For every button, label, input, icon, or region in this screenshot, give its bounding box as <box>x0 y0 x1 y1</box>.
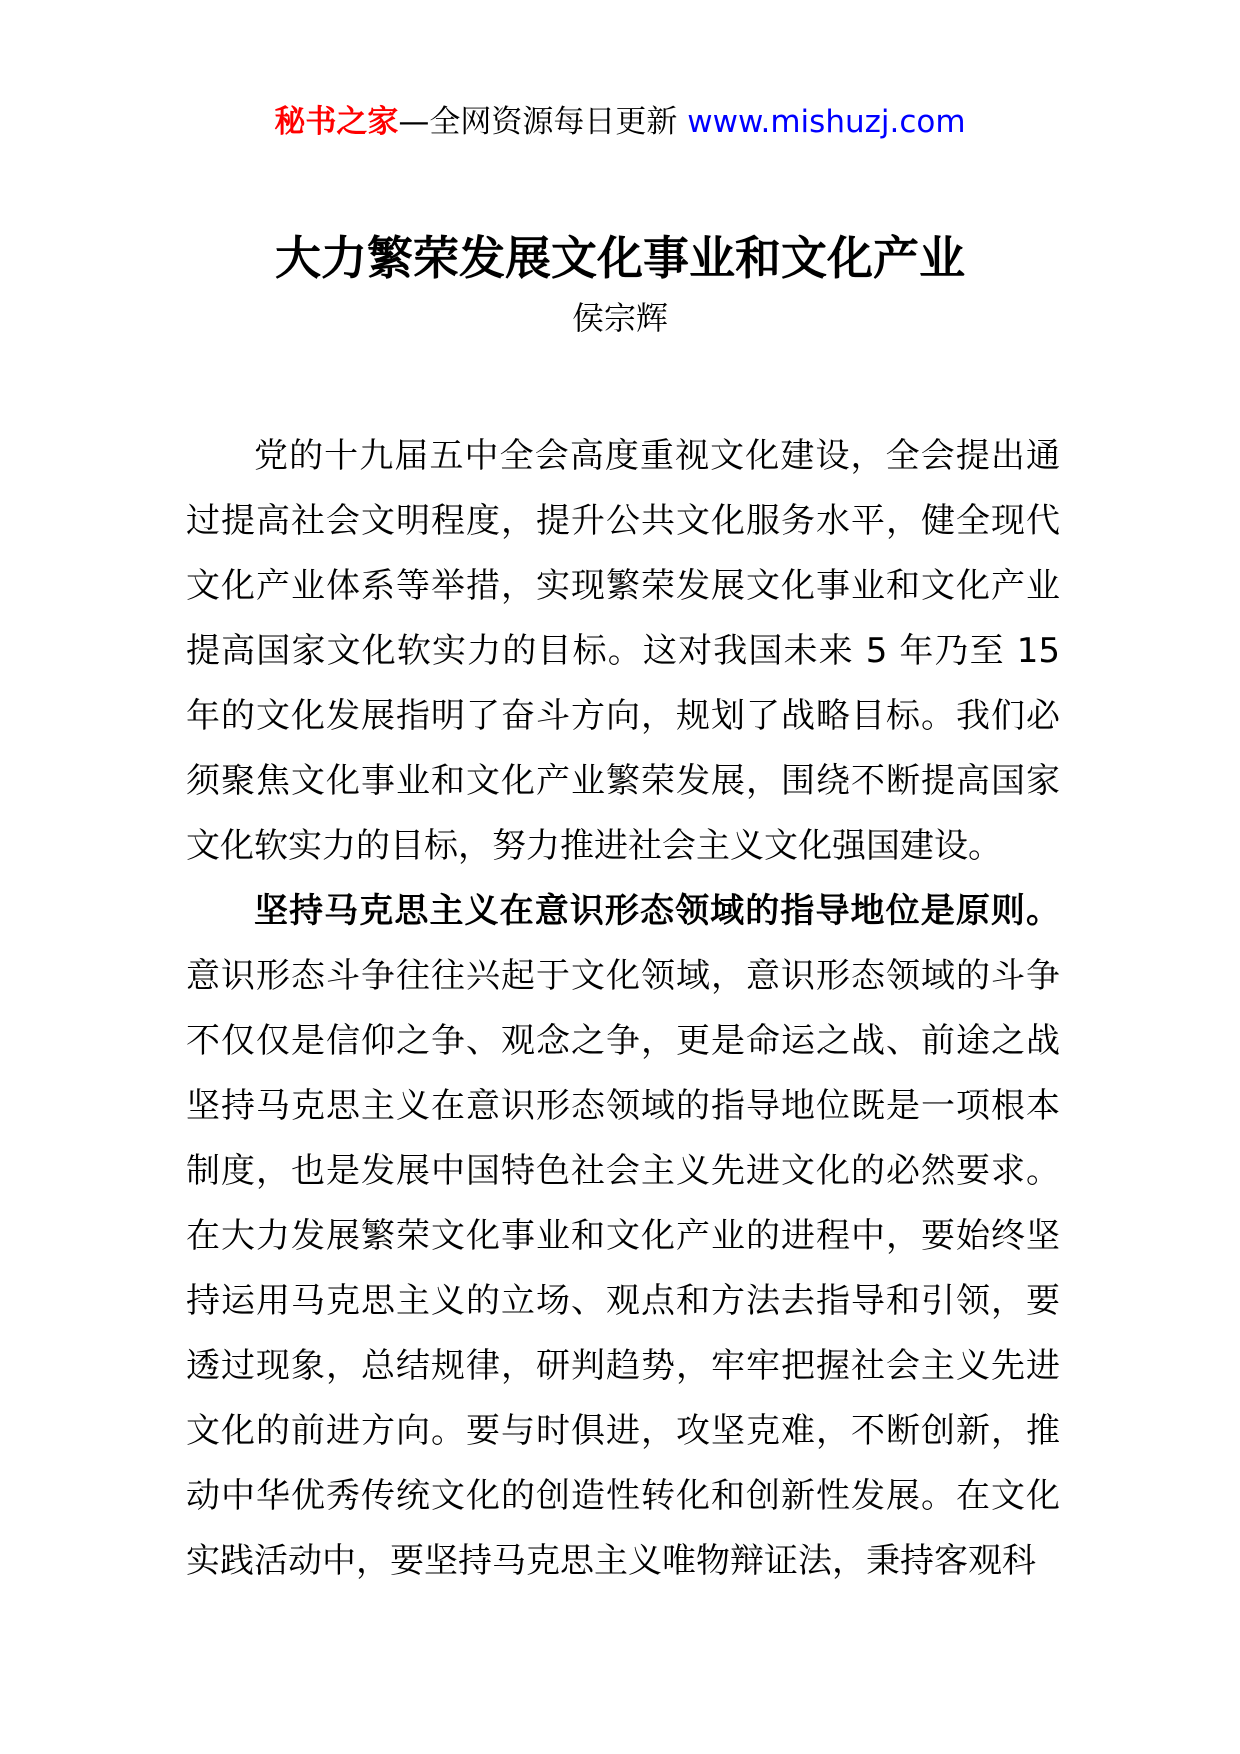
paragraph-1: 党的十九届五中全会高度重视文化建设，全会提出通过提高社会文明程度，提升公共文化服务水平，健全现代文化产业体系等举措，实现繁荣发展文化事业和文化产业提高国家文化软实力的目标。这对我国未来 5 年乃至 15 年的文化发展指明了奋斗方向，规划了战略目标。我们必须聚焦文化事业和文化产业繁荣发展，围绕不断提高国家文化软实力的目标，努力推进社会主义文化强国建设。 <box>186 436 1060 866</box>
paragraph-2-lead: 坚持马克思主义在意识形态领域的指导地位是原则。 <box>254 891 1060 931</box>
article-body <box>186 424 1060 1594</box>
site-brand: 秘书之家 <box>274 104 399 140</box>
site-tagline: —全网资源每日更新 <box>398 104 678 140</box>
article-author: 侯宗辉 <box>571 299 668 337</box>
site-url-link[interactable]: www.mishuzj.com <box>687 104 966 140</box>
site-header <box>0 100 1240 144</box>
paragraph-2 <box>186 879 1060 1594</box>
paragraph-2-body: 意识形态斗争往往兴起于文化领域，意识形态领域的斗争不仅仅是信仰之争、观念之争，更是命运之战、前途之战坚持马克思主义在意识形态领域的指导地位既是一项根本制度，也是发展中国特色社会主义先进文化的必然要求。在大力发展繁荣文化事业和文化产业的进程中，要始终坚持运用马克思主义的立场、观点和方法去指导和引领，要透过现象，总结规律，研判趋势，牢牢把握社会主义先进文化的前进方向。要与时俱进，攻坚克难，不断创新，推动中华优秀传统文化的创造性转化和创新性发展。在文化实践活动中，要坚持马克思主义唯物辩证法，秉持客观科 <box>186 956 1060 1581</box>
article-title: 大力繁荣发展文化事业和文化产业 <box>275 231 965 285</box>
